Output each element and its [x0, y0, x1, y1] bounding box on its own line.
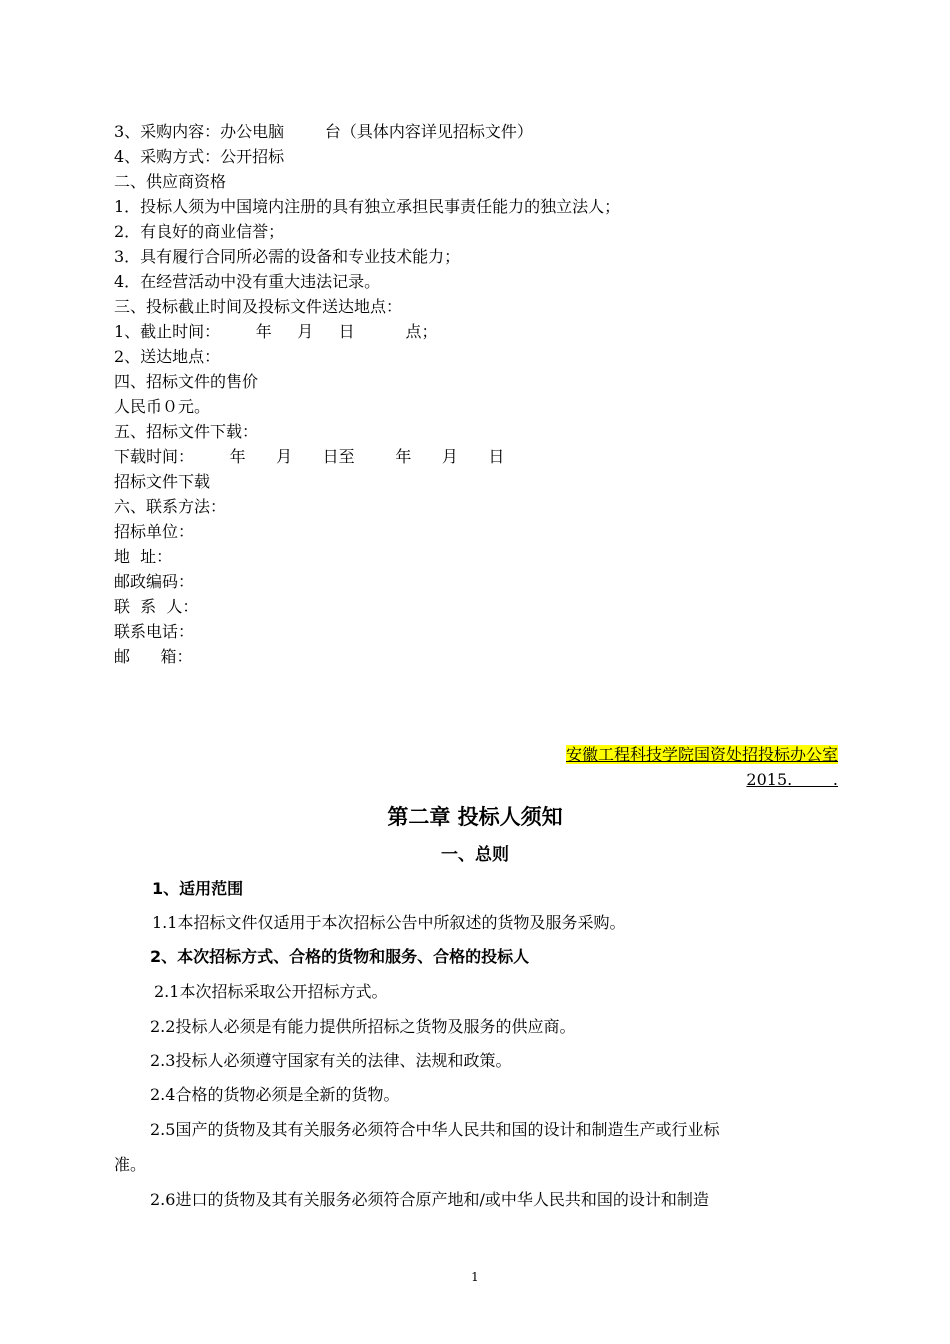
text-line: 下载时间： 年 月 日至 年 月 日: [114, 447, 505, 466]
text-line: 招标单位：: [114, 522, 195, 541]
section-title: 一、总则: [441, 845, 509, 865]
text-line: 3、采购内容：办公电脑 台（具体内容详见招标文件）: [114, 122, 533, 141]
paragraph: 2.2投标人必须是有能力提供所招标之货物及服务的供应商。: [150, 1017, 576, 1036]
text-line: 联 系 人：: [114, 597, 199, 616]
text-line: 二、供应商资格: [114, 172, 227, 191]
paragraph: 1.1本招标文件仅适用于本次招标公告中所叙述的货物及服务采购。: [152, 913, 626, 932]
subsection-heading: 2、本次招标方式、合格的货物和服务、合格的投标人: [150, 947, 530, 966]
paragraph: 2.5国产的货物及其有关服务必须符合中华人民共和国的设计和制造生产或行业标: [150, 1120, 720, 1139]
text-line: 三、投标截止时间及投标文件送达地点：: [114, 297, 403, 316]
page-number: 1: [471, 1270, 479, 1284]
text-line: 1、截止时间： 年 月 日 点；: [114, 322, 438, 341]
paragraph: 2.4合格的货物必须是全新的货物。: [150, 1085, 400, 1104]
text-line: 联系电话：: [114, 622, 195, 641]
chapter-title: 第二章 投标人须知: [387, 805, 563, 829]
text-line: 3．具有履行合同所必需的设备和专业技术能力；: [114, 247, 461, 266]
paragraph: 2.1本次招标采取公开招标方式。: [154, 982, 388, 1001]
issuing-office-text: 安徽工程科技学院国资处招投标办公室: [565, 745, 838, 764]
text-line: 五、招标文件下载：: [114, 422, 259, 441]
text-line: 2．有良好的商业信誉；: [114, 222, 285, 241]
text-line: 4、采购方式：公开招标: [114, 147, 285, 166]
paragraph: 2.6进口的货物及其有关服务必须符合原产地和/或中华人民共和国的设计和制造: [150, 1190, 709, 1209]
text-line: 人民币０元。: [114, 397, 211, 416]
text-line: 地 址：: [114, 547, 173, 566]
subsection-heading: 1、适用范围: [152, 879, 244, 898]
paragraph: 2.3投标人必须遵守国家有关的法律、法规和政策。: [150, 1051, 512, 1070]
text-line: 1．投标人须为中国境内注册的具有独立承担民事责任能力的独立法人；: [114, 197, 621, 216]
text-line: 四、招标文件的售价: [114, 372, 259, 391]
text-line: 2、送达地点：: [114, 347, 221, 366]
text-line: 邮政编码：: [114, 572, 195, 591]
text-line: 4．在经营活动中没有重大违法记录。: [114, 272, 381, 291]
text-line: 六、联系方法：: [114, 497, 227, 516]
text-line: 招标文件下载: [114, 472, 211, 491]
paragraph: 准。: [114, 1155, 147, 1174]
issue-date-text: 2015. .: [746, 770, 838, 789]
text-line: 邮 箱：: [114, 647, 193, 666]
